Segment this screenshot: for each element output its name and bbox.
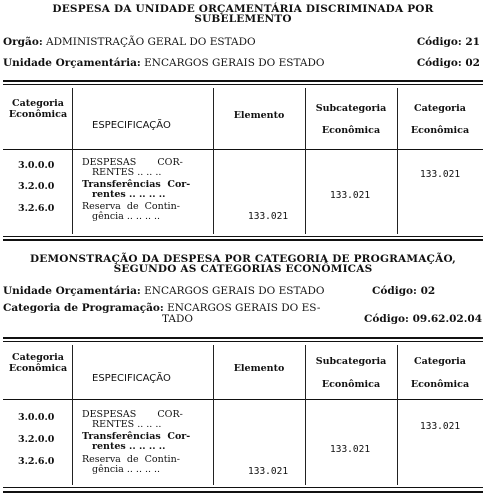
categoria-programacao-code: Código: 09.62.02.04: [364, 313, 482, 325]
table1-header-catecon: [397, 98, 483, 142]
table2-header-subcategoria: [305, 350, 397, 396]
orgao-value: ADMINISTRAÇÃO GERAL DO ESTADO: [46, 36, 256, 48]
section2-unidade-value: ENCARGOS GERAIS DO ESTADO: [144, 285, 325, 297]
table2-header-catecon: [397, 350, 483, 396]
header-text: Econômica: [8, 363, 68, 374]
table1-header-subcategoria: [305, 98, 397, 142]
table1-code-3: 3.2.6.0: [18, 203, 55, 214]
categoria-programacao-label: Categoria de Programação:: [3, 302, 164, 314]
table2-spec-1: DESPESAS COR-: [82, 409, 183, 420]
table1-spec-6: gência .. .. .. ..: [92, 211, 161, 222]
table2-spec-3: Transferências Cor-: [82, 431, 191, 442]
table2-spec-5: Reserva de Contin-: [82, 454, 180, 465]
table2-bottom-rule-thin: [3, 487, 483, 488]
unidade-code: Código: 02: [416, 57, 480, 69]
section1-title-line2: SUBELEMENTO: [194, 13, 292, 25]
table2-subcategoria-value: 133.021: [330, 444, 371, 455]
table2-bottom-rule: [3, 491, 483, 493]
table1-subcategoria-value: 133.021: [330, 190, 371, 201]
categoria-programacao-value-2: TADO: [162, 313, 194, 325]
table1-header-categoria: [3, 98, 73, 120]
table2-top-rule: [3, 337, 483, 339]
unidade-line: [3, 57, 325, 69]
section2-title-line2: SEGUNDO AS CATEGORIAS ECONÔMICAS: [113, 263, 373, 275]
unidade-label: Unidade Orçamentária:: [3, 57, 141, 69]
table1-code-2: 3.2.0.0: [18, 181, 55, 192]
table2-header-elemento: Elemento: [233, 363, 285, 374]
table2-header-rule: [3, 399, 483, 400]
header-text: Econômica: [8, 109, 68, 120]
table1-top-rule: [3, 80, 483, 82]
section2-unidade-code: Código: 02: [372, 285, 436, 297]
table2-elemento-value: 133.021: [248, 466, 289, 477]
header-text: Econômica: [410, 125, 470, 136]
header-text: Econômica: [410, 379, 470, 390]
table1-bottom-rule: [3, 239, 483, 241]
orgao-label: Orgão:: [3, 36, 43, 48]
categoria-programacao-value-1: ENCARGOS GERAIS DO ES-: [167, 302, 321, 314]
table2-top-rule-thin: [3, 341, 483, 342]
table2-code-1: 3.0.0.0: [18, 412, 55, 423]
header-text: Econômica: [321, 379, 381, 390]
unidade-value: ENCARGOS GERAIS DO ESTADO: [144, 57, 325, 69]
table2-spec-2: RENTES .. .. ..: [92, 419, 162, 430]
header-text: Econômica: [321, 125, 381, 136]
section2-title-line1: DEMONSTRAÇÃO DA DESPESA POR CATEGORIA DE PROGRAMAÇÃO,: [29, 253, 457, 265]
table2-catecon-value: 133.021: [420, 421, 461, 432]
table1-top-rule-thin: [3, 84, 483, 85]
header-text: Subcategoria: [315, 103, 387, 114]
orgao-code: Código: 21: [416, 36, 480, 48]
header-text: Categoria: [12, 98, 64, 109]
header-text: Subcategoria: [315, 356, 387, 367]
table1-spec-2: RENTES .. .. ..: [92, 167, 162, 178]
section2-unidade-line: [3, 285, 325, 297]
table2-code-2: 3.2.0.0: [18, 434, 55, 445]
table1-bottom-rule-thin: [3, 236, 483, 237]
table1-spec-5: Reserva de Contin-: [82, 201, 180, 212]
table1-spec-4: rentes .. .. .. ..: [92, 189, 166, 200]
table1-catecon-value: 133.021: [420, 169, 461, 180]
table1-spec-1: DESPESAS COR-: [82, 157, 183, 168]
orgao-line: [3, 36, 256, 48]
section1-title-line1: DESPESA DA UNIDADE ORÇAMENTÁRIA DISCRIMINADA POR: [52, 3, 434, 15]
table2-spec-6: gência .. .. .. ..: [92, 464, 161, 475]
table2-header-especificacao: ESPECIFICAÇÃO: [92, 373, 171, 384]
table1-header-rule: [3, 149, 483, 150]
table1-header-elemento: Elemento: [233, 110, 285, 121]
section2-unidade-label: Unidade Orçamentária:: [3, 285, 141, 297]
table2-spec-4: rentes .. .. .. ..: [92, 441, 166, 452]
table2-code-3: 3.2.6.0: [18, 456, 55, 467]
table1-elemento-value: 133.021: [248, 211, 289, 222]
table2-header-categoria: [3, 352, 73, 374]
table1-header-especificacao: ESPECIFICAÇÃO: [92, 120, 171, 131]
header-text: Categoria: [414, 103, 466, 114]
table1-spec-3: Transferências Cor-: [82, 179, 191, 190]
table1-code-1: 3.0.0.0: [18, 160, 55, 171]
header-text: Categoria: [414, 356, 466, 367]
header-text: Categoria: [12, 352, 64, 363]
